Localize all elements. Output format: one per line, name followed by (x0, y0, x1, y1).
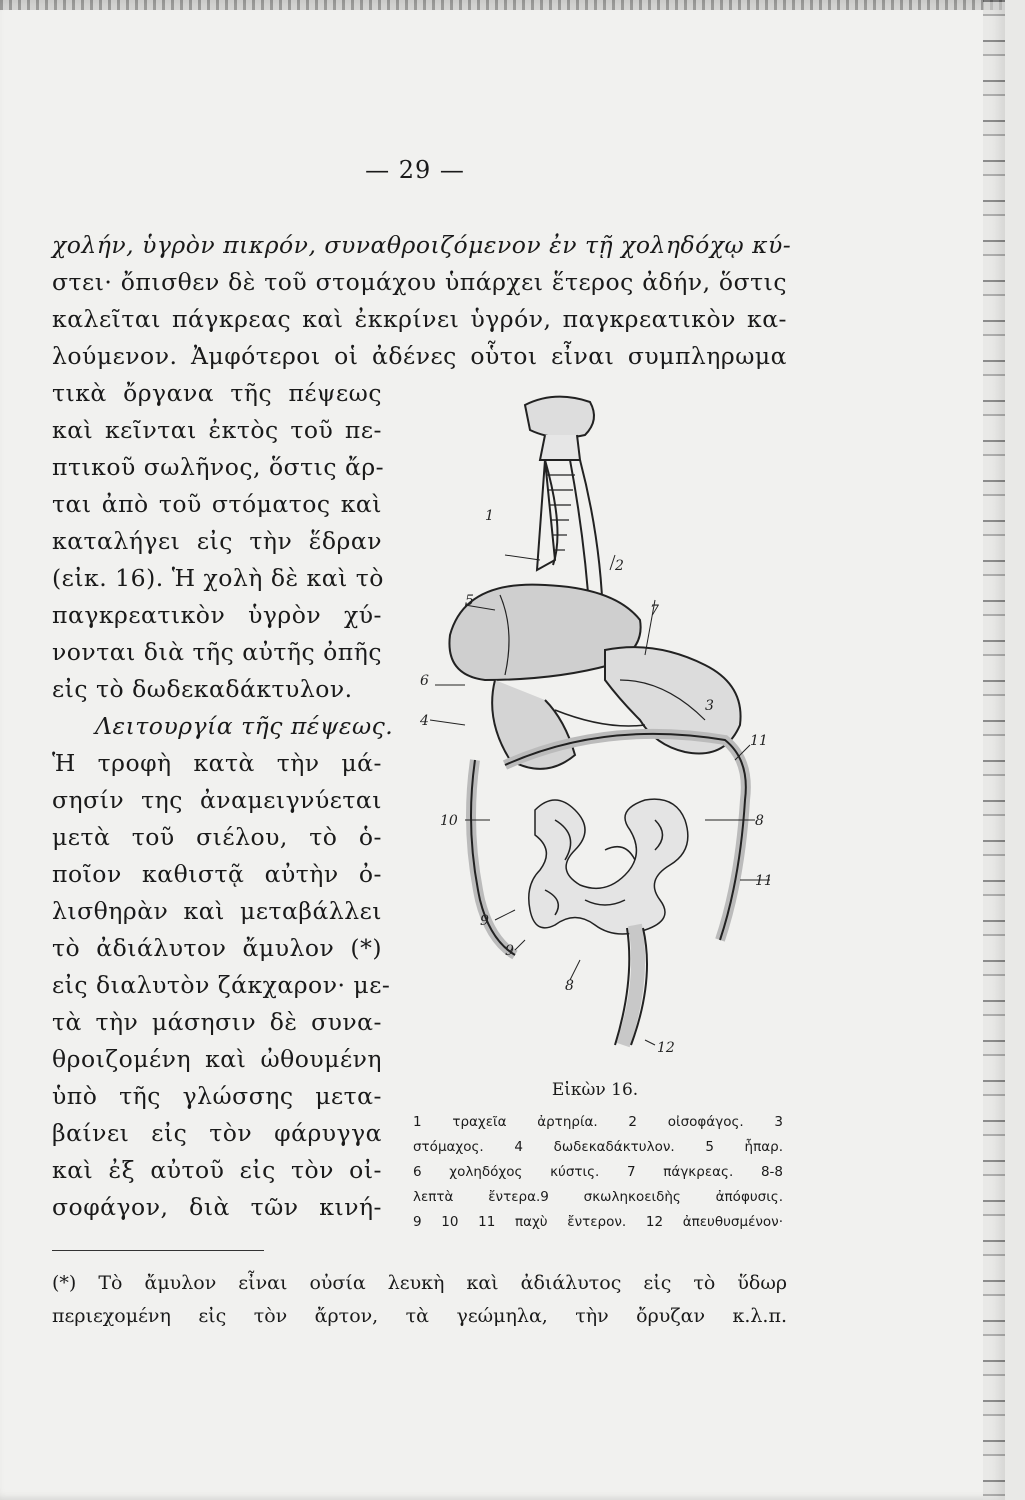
text-line: στει· ὄπισθεν δὲ τοῦ στομάχου ὑπάρχει ἕτερος ἀδήν, ὅστις (52, 268, 787, 296)
figure-label: 8 (565, 978, 574, 994)
text-line: (εἰκ. 16). Ἡ χολὴ δὲ καὶ τὸ (52, 564, 384, 592)
figure-label: 3 (705, 698, 714, 714)
figure-label: 4 (420, 713, 429, 729)
footnote-rule (52, 1250, 264, 1251)
footnote-line: (*) Τὸ ἄμυλον εἶναι οὐσία λευκὴ καὶ ἀδιάλυτος εἰς τὸ ὕδωρ (52, 1272, 787, 1294)
figure-label: 11 (755, 873, 773, 889)
figure-label: 2 (615, 558, 624, 574)
section-heading: Λειτουργία τῆς πέψεως. (95, 712, 394, 740)
text-line: ὑπὸ τῆς γλώσσης μετα- (52, 1082, 382, 1110)
text-line: καταλήγει εἰς τὴν ἕδραν (52, 527, 382, 555)
text-line: παγκρεατικὸν ὑγρὸν χύ- (52, 601, 382, 629)
text-line: λισθηρὰν καὶ μεταβάλλει (52, 897, 382, 925)
text-line: εἰς διαλυτὸν ζάκχαρον· με- (52, 971, 391, 999)
text-line: μετὰ τοῦ σιέλου, τὸ ὁ- (52, 823, 382, 851)
figure-label: 5 (465, 593, 474, 609)
figure-label: 9 (480, 913, 489, 929)
figure-caption-line: 9 10 11 παχὺ ἔντερον. 12 ἀπευθυσμένον· (413, 1214, 783, 1230)
page-top-edge (0, 0, 1005, 10)
text-line: καλεῖται πάγκρεας καὶ ἐκκρίνει ὑγρόν, παγκρεατικὸν κα- (52, 305, 787, 333)
text-line: καὶ κεῖνται ἐκτὸς τοῦ πε- (52, 416, 382, 444)
text-line: πτικοῦ σωλῆνος, ὅστις ἄρ- (52, 453, 385, 481)
figure-label: 10 (440, 813, 458, 829)
figure-caption-line: 6 χοληδόχος κύστις. 7 πάγκρεας. 8-8 (413, 1164, 783, 1180)
text-line: τὸ ἀδιάλυτον ἄμυλον (*) (52, 934, 382, 962)
text-line: ποῖον καθιστᾷ αὐτὴν ὀ- (52, 860, 382, 888)
footnote-line: περιεχομένη εἰς τὸν ἄρτον, τὰ γεώμηλα, τὴν ὄρυζαν κ.λ.π. (52, 1305, 787, 1327)
figure-caption-line: στόμαχος. 4 δωδεκαδάκτυλον. 5 ἧπαρ. (413, 1139, 783, 1155)
text-line: εἰς τὸ δωδεκαδάκτυλον. (52, 675, 353, 703)
figure-title: Εἰκὼν 16. (551, 1080, 639, 1100)
text-line: σοφάγον, διὰ τῶν κινή- (52, 1193, 382, 1221)
page-right-edge (983, 0, 1005, 1500)
text-line: θροιζομένη καὶ ὠθουμένη (52, 1045, 382, 1073)
text-line: νονται διὰ τῆς αὐτῆς ὀπῆς (52, 638, 382, 666)
text-line: χολήν, ὑγρὸν πικρόν, συναθροιζόμενον ἐν τῇ χοληδόχῳ κύ- (52, 231, 792, 259)
text-line: τικὰ ὄργανα τῆς πέψεως (52, 379, 382, 407)
text-line: βαίνει εἰς τὸν φάρυγγα (52, 1119, 382, 1147)
text-line: λούμενον. Ἀμφότεροι οἱ ἀδένες οὗτοι εἶναι συμπληρωμα (52, 342, 787, 370)
figure-label: 9 (505, 943, 514, 959)
text-line: τὰ τὴν μάσησιν δὲ συνα- (52, 1008, 382, 1036)
figure-label: 12 (657, 1040, 675, 1056)
figure-label: 1 (485, 508, 494, 524)
figure-label: 11 (750, 733, 768, 749)
text-line: Ἡ τροφὴ κατὰ τὴν μά- (52, 749, 382, 777)
page-number: — 29 — (365, 156, 465, 184)
figure-label: 6 (420, 673, 429, 689)
digestive-system-icon (405, 380, 785, 1070)
figure-caption-line: 1 τραχεῖα ἀρτηρία. 2 οἰσοφάγος. 3 (413, 1114, 783, 1130)
figure-label: 7 (650, 603, 659, 619)
text-line: ται ἀπὸ τοῦ στόματος καὶ (52, 490, 382, 518)
figure-label: 8 (755, 813, 764, 829)
text-line: καὶ ἐξ αὐτοῦ εἰς τὸν οἰ- (52, 1156, 382, 1184)
text-line: σησίν της ἀναμειγνύεται (52, 786, 382, 814)
figure-caption-line: λεπτὰ ἔντερα.9 σκωληκοειδὴς ἀπόφυσις. (413, 1189, 783, 1205)
